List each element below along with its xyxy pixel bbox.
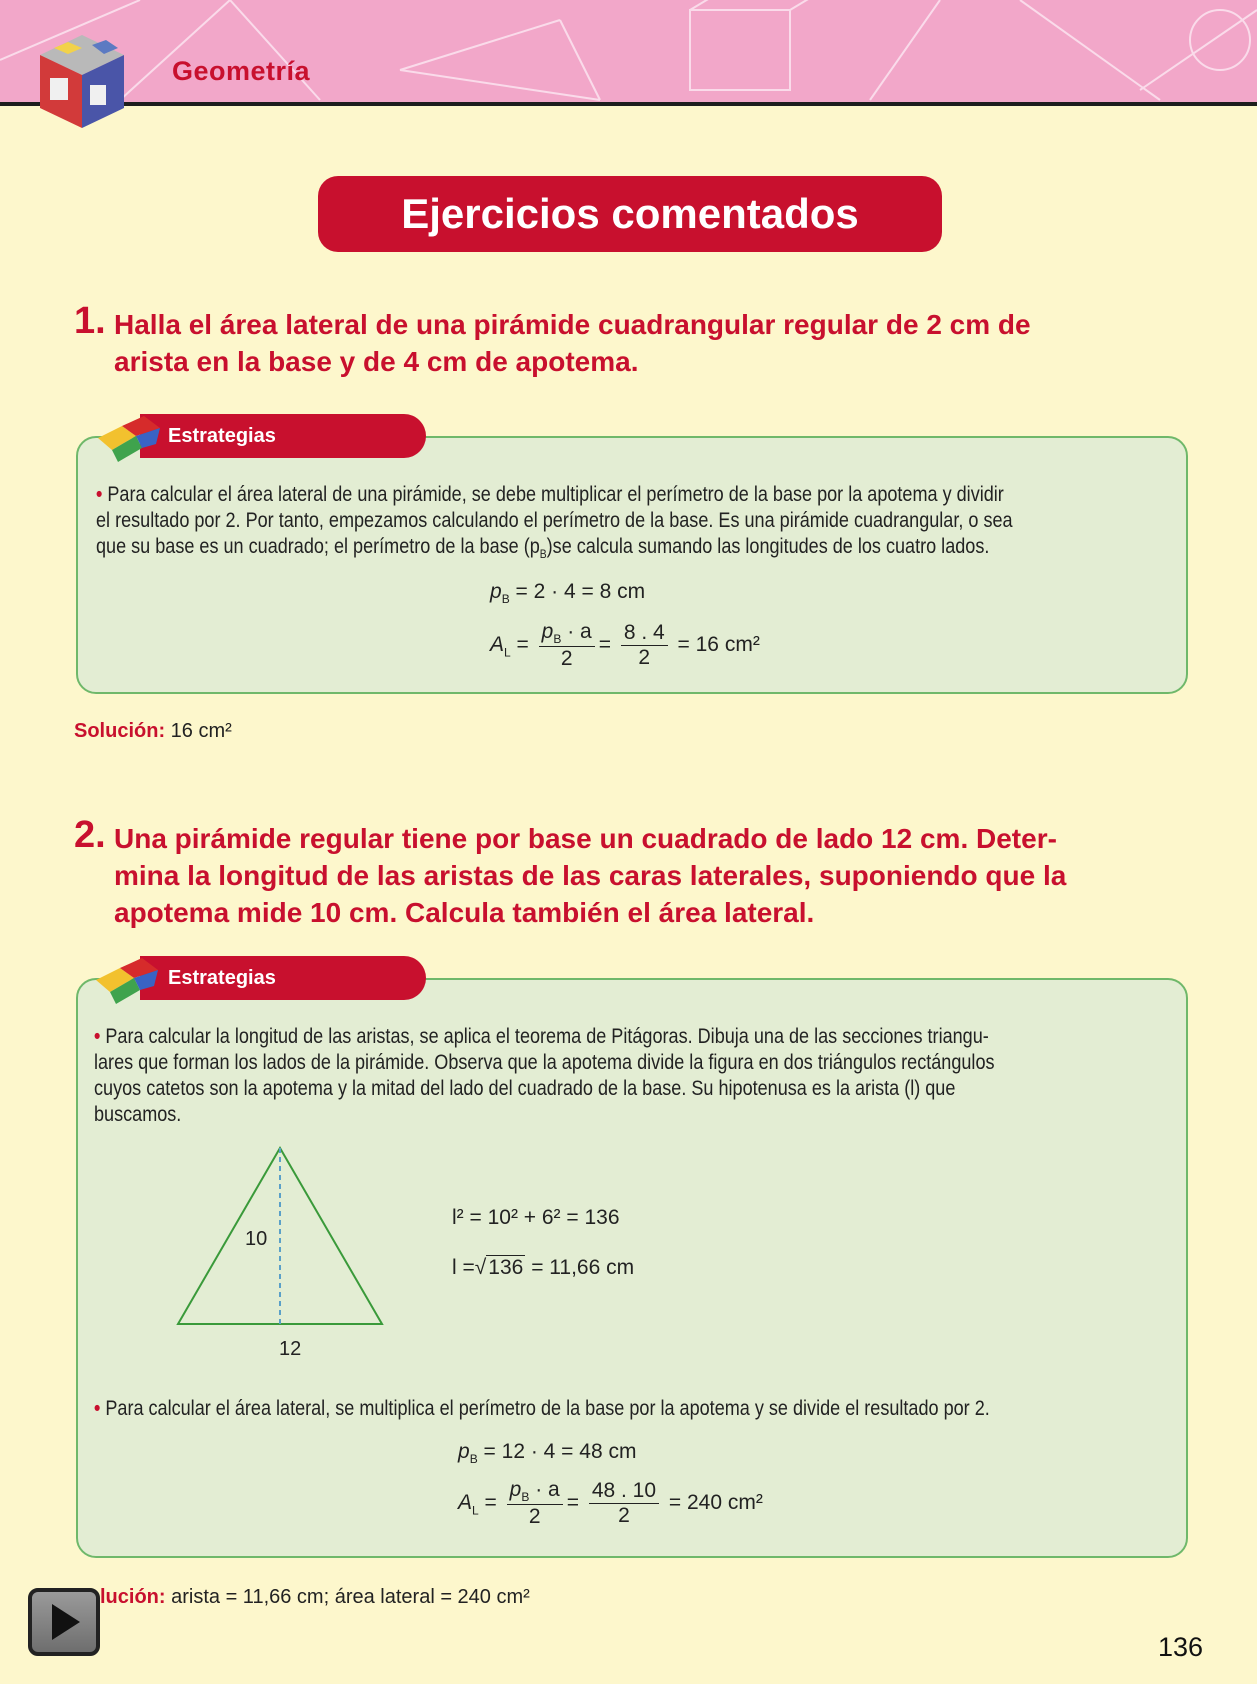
pyth2-lhs: l = <box>452 1256 475 1279</box>
strategy-1-line3b: )se calcula sumando las longitudes de los cuatro lados. <box>546 535 990 558</box>
triangle-base-label: 12 <box>279 1338 302 1360</box>
pythagoras-equation-1: l² = 10² + 6² = 136 <box>452 1206 620 1229</box>
triangle-height-label: 10 <box>245 1228 268 1250</box>
exercise-2-line1: Una pirámide regular tiene por base un cuadrado de lado 12 cm. Deter- <box>114 823 1057 854</box>
play-button[interactable] <box>28 1588 100 1656</box>
solution-2-label: lución: <box>100 1586 166 1608</box>
ex2-frac2-num: 48 . 10 <box>589 1479 659 1504</box>
cube-logo-icon <box>32 30 132 130</box>
ex2-frac2-den: 2 <box>618 1504 630 1528</box>
ex2-fraction-1 <box>507 1478 563 1529</box>
strategy-1-line3a: que su base es un cuadrado; el perímetro de la base (p <box>96 535 540 558</box>
ex2-eq2-sub: L <box>472 1503 479 1518</box>
strategy-label-2: Estrategias <box>140 956 426 1000</box>
ex1-frac1-num-tail: · a <box>567 620 592 643</box>
strategy-label-1: Estrategias <box>140 414 426 458</box>
ex2-eq1-sub: B <box>469 1452 478 1467</box>
exercise-2-statement <box>74 814 1194 940</box>
ex1-frac1-den: 2 <box>560 647 573 671</box>
strategy-1-text <box>96 482 1102 567</box>
ex2-area-equation: $A_L$ = $\frac{p_B \cdot a}{2}$ = $\frac{48 . 10}{2}$ = 240 cm² <box>458 1478 763 1529</box>
ex1-eq1-lhs: p <box>490 580 502 603</box>
ex1-eq2-sub: L <box>504 645 511 660</box>
exercise-1-line1: Halla el área lateral de una pirámide cuadrangular regular de 2 cm de <box>114 309 1031 340</box>
ex2-perimeter-equation <box>458 1440 636 1466</box>
strategy-2-line1: Para calcular la longitud de las aristas, se aplica el teorema de Pitágoras. Dibuja una de las secciones triangu- <box>105 1025 989 1048</box>
strategy-2-line3: cuyos catetos son la apotema y la mitad del lado del cuadrado de la base. Su hipotenusa es la arista (l) que <box>94 1077 956 1100</box>
section-title: Geometría <box>172 56 311 86</box>
puzzle-icon <box>92 950 162 1010</box>
strategy-1-line1: Para calcular el área lateral de una pirámide, se debe multiplicar el perímetro de la base por la apotema y dividir <box>107 483 1004 506</box>
exercise-2-line3: apotema mide 10 cm. Calcula también el área lateral. <box>114 897 815 928</box>
ex2-frac1-num: p <box>509 1478 522 1501</box>
solution-1-value: 16 cm² <box>170 720 232 742</box>
ex2-fraction-2 <box>589 1479 659 1528</box>
pyth2-rhs: = 11,66 cm <box>531 1256 635 1279</box>
solution-1-label: Solución: <box>74 720 166 742</box>
strategy-2-line2: lares que forman los lados de la pirámide. Observa que la apotema divide la figura en dos triángulos rectángulos <box>94 1051 995 1074</box>
play-icon <box>32 1592 96 1652</box>
bullet: • <box>94 1397 101 1420</box>
ex1-frac2-num: 8 . 4 <box>621 621 668 646</box>
ex1-eq2-lhs: A <box>490 633 505 657</box>
strategy-2-text-b <box>94 1396 1100 1422</box>
solution-2 <box>100 1586 530 1609</box>
ex2-eq1-rhs: = 12 · 4 = 48 cm <box>483 1440 637 1463</box>
strategy-2-text <box>94 1024 1100 1128</box>
triangle-diagram <box>170 1140 400 1360</box>
strategy-1-line2: el resultado por 2. Por tanto, empezamos calculando el perímetro de la base. Es una pirámide cuadrangular, o sea <box>96 509 1013 532</box>
ex1-eq1-rhs: = 2 · 4 = 8 cm <box>515 580 646 603</box>
ex2-frac1-num-tail: · a <box>535 1478 560 1501</box>
exercise-1-number: 1. <box>74 300 106 342</box>
strategy-2-para2: Para calcular el área lateral, se multiplica el perímetro de la base por la apotema y se divide el resultado por 2. <box>105 1397 990 1420</box>
exercise-2-number: 2. <box>74 814 106 856</box>
ex1-eq2-result: = 16 cm² <box>677 633 760 657</box>
ex1-fraction-1 <box>539 620 595 671</box>
pythagoras-equation-2: l =√136 = 11,66 cm <box>452 1256 635 1279</box>
puzzle-icon <box>94 408 164 468</box>
ex2-eq2-result: = 240 cm² <box>668 1491 763 1515</box>
ex1-perimeter-equation <box>490 580 645 606</box>
exercise-1-line2: arista en la base y de 4 cm de apotema. <box>114 346 639 377</box>
ex1-fraction-2 <box>621 621 668 670</box>
ex2-eq1-lhs: p <box>458 1440 470 1463</box>
exercise-2-line2: mina la longitud de las aristas de las caras laterales, suponiendo que la <box>114 860 1067 891</box>
ex1-frac2-den: 2 <box>638 646 651 670</box>
bullet: • <box>94 1025 101 1048</box>
ex2-frac1-num-sub: B <box>521 1490 530 1505</box>
page-title: Ejercicios comentados <box>318 176 942 252</box>
solution-2-value: arista = 11,66 cm; área lateral = 240 cm² <box>171 1586 530 1608</box>
ex2-eq2-lhs: A <box>458 1491 473 1515</box>
ex1-eq1-sub: B <box>501 592 510 607</box>
ex1-frac1-num: p <box>541 620 554 643</box>
pyth2-radicand: 136 <box>488 1256 524 1279</box>
page-header <box>0 0 1257 106</box>
page-number: 136 <box>1158 1632 1204 1662</box>
strategy-1-line3-sub: B <box>539 547 547 562</box>
ex1-frac1-num-sub: B <box>553 632 562 647</box>
ex2-frac1-den: 2 <box>528 1505 541 1529</box>
ex1-area-equation: $A_L$ = $\frac{p_B \cdot a}{2}$ = $\frac{8 . 4}{2}$ = 16 cm² <box>490 620 760 671</box>
exercise-1-statement <box>74 300 1174 386</box>
solution-1 <box>74 720 232 743</box>
bullet: • <box>96 483 103 506</box>
strategy-2-line4: buscamos. <box>94 1103 182 1126</box>
